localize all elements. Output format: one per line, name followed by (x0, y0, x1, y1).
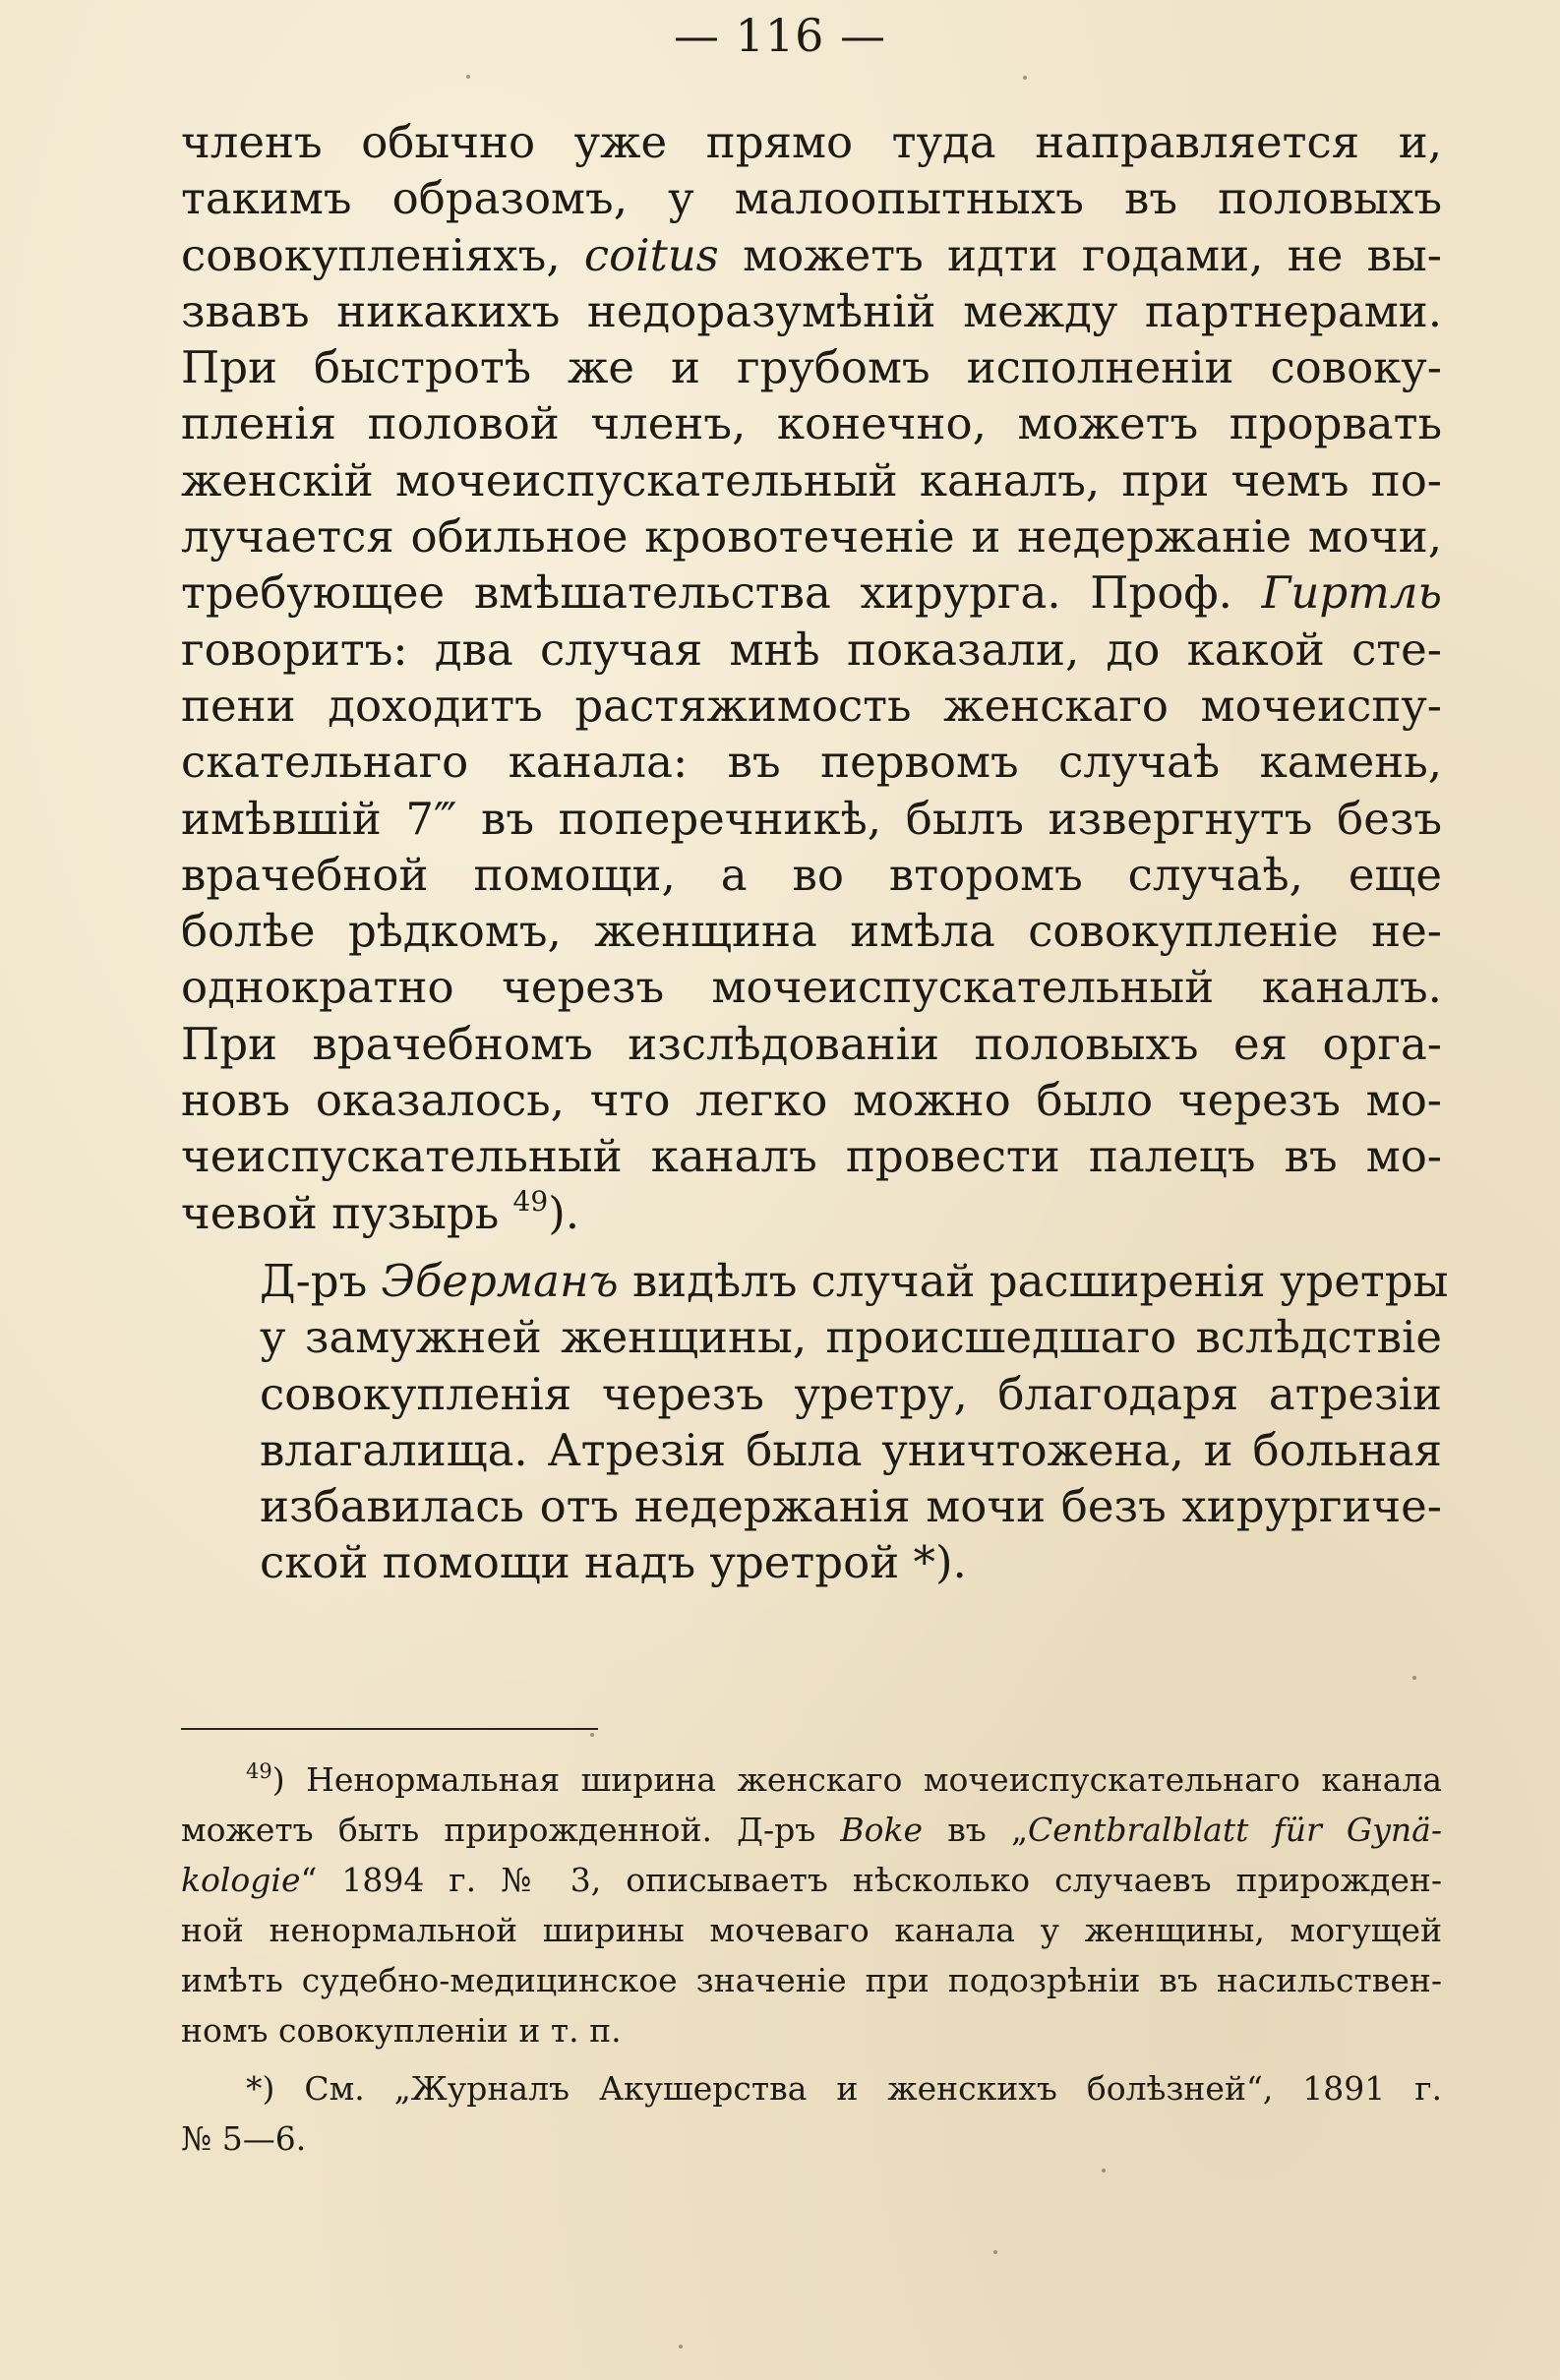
text-line: совокупленіяхъ, coitus можетъ идти годами, не вы- (181, 228, 1442, 281)
text-line: членъ обычно уже прямо туда направляется и, (181, 116, 1442, 168)
footnotes (181, 1755, 1442, 2164)
paper-speck (590, 1733, 594, 1737)
italic-text: kologie (181, 1861, 301, 1899)
italic-text: Centbralblatt für Gynä- (1028, 1811, 1442, 1849)
text-line: такимъ образомъ, у малоопытныхъ въ половыхъ (181, 172, 1442, 225)
text-line: пени доходитъ растяжимость женскаго мочеиспу- (181, 679, 1442, 732)
italic-text: coitus (583, 228, 719, 281)
text-line: чевой пузырь $^{49}$). (181, 1184, 580, 1239)
text-line: При врачебномъ изслѣдованіи половыхъ ея орга- (181, 1017, 1442, 1070)
text-line: женскій мочеиспускательный каналъ, при чемъ по- (181, 453, 1442, 506)
paper-speck (1102, 2169, 1106, 2172)
text-line: требующее вмѣшательства хирурга. Проф. Гиртль (181, 566, 1442, 620)
text-line: избавилась отъ недержанія мочи безъ хирургиче- (260, 1480, 1442, 1533)
footnote-line: № 5—6. (181, 2119, 307, 2158)
text-line: у замужней женщины, происшедшаго вслѣдствіе (260, 1311, 1442, 1364)
text-line: влагалища. Атрезія была уничтожена, и больная (260, 1423, 1442, 1476)
italic-text: Гиртль (1261, 566, 1442, 620)
text-line: имѣвшій 7‴ въ поперечникѣ, былъ извергнутъ безъ (181, 792, 1442, 845)
page-number: — 116 — (673, 9, 887, 62)
text-line: При быстротѣ же и грубомъ исполненіи совоку- (181, 341, 1442, 394)
footnote-line: можетъ быть прирожденной. Д-ръ Boke въ „Centbralblatt für Gynä- (181, 1811, 1442, 1849)
footnote-reference: 49 (246, 1759, 272, 1783)
text-line: совокупленія черезъ уретру, благодаря атрезіи (260, 1367, 1442, 1420)
text-line: звавъ никакихъ недоразумѣній между партнерами. (181, 284, 1442, 337)
text-line: Д-ръ Эберманъ видѣлъ случай расширенія уретры (260, 1254, 1449, 1307)
footnote-line: ной ненормальной ширины мочеваго канала у женщины, могущей (181, 1911, 1442, 1949)
paragraph (181, 1253, 1449, 1591)
footnote (181, 2063, 1442, 2164)
footnote-line: *) См. „Журналъ Акушерства и женскихъ болѣзней“, 1891 г. (246, 2069, 1442, 2108)
footnote-rule (181, 1728, 598, 1730)
footnote-line: kologie“ 1894 г. № 3, описываетъ нѣсколько случаевъ прирожден- (181, 1861, 1442, 1899)
italic-text: Boke (840, 1811, 924, 1849)
text-line: скательнаго канала: въ первомъ случаѣ камень, (181, 736, 1442, 789)
text-line: ской помощи надъ уретрой *). (260, 1536, 967, 1589)
footnote-line: $^{49}$) Ненормальная ширина женскаго мочеиспускательнаго канала (246, 1759, 1442, 1799)
footnote (181, 1755, 1442, 2055)
italic-text: Эберманъ (381, 1254, 619, 1307)
text-line: врачебной помощи, а во второмъ случаѣ, еще (181, 848, 1442, 901)
paper-speck (993, 2250, 997, 2254)
footnote-line: имѣть судебно-медицинское значеніе при подозрѣніи въ насильствен- (181, 1961, 1442, 1999)
paragraph (181, 114, 1442, 1241)
text-line: пленія половой членъ, конечно, можетъ прорвать (181, 397, 1442, 450)
paper-speck (679, 2345, 683, 2349)
text-line: однократно черезъ мочеиспускательный каналъ. (181, 961, 1442, 1014)
paper-speck (1023, 76, 1027, 80)
text-line: новъ оказалось, что легко можно было черезъ мо- (181, 1074, 1442, 1127)
footnote-line: номъ совокупленіи и т. п. (181, 2011, 622, 2050)
main-text (181, 114, 1449, 1591)
paper-speck (466, 75, 470, 79)
text-line: чеиспускательный каналъ провести палецъ въ мо- (181, 1130, 1442, 1183)
text-line: говоритъ: два случая мнѣ показали, до какой сте- (181, 623, 1442, 676)
paper-speck (1412, 1676, 1416, 1680)
text-line: лучается обильное кровотеченіе и недержаніе мочи, (181, 510, 1442, 564)
footnote-reference: 49 (512, 1184, 549, 1218)
text-line: болѣе рѣдкомъ, женщина имѣла совокупленіе не- (181, 905, 1442, 958)
